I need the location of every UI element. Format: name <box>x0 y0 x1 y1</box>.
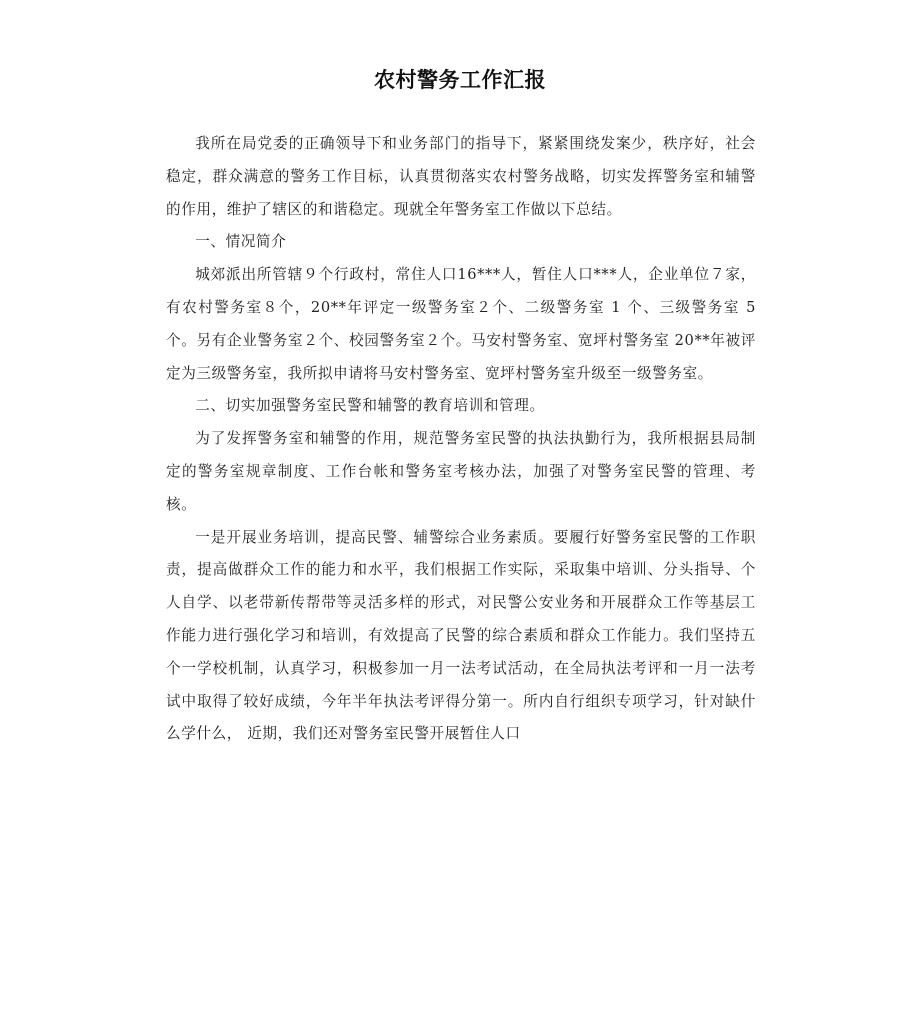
paragraph-overview: 城郊派出所管辖９个行政村，常住人口16***人，暂住人口***人，企业单位７家，有农村警务室８个，20**年评定一级警务室２个、二级警务室 1 个、三级警务室 5 个。另有企业警务室２个、校园警务室２个。马安村警务室、宽坪村警务室 20**年被评定为三级警务室，我所拟申请将马安村警务室、宽坪村警务室升级至一级警务室。 <box>166 266 756 382</box>
document-body <box>166 128 756 751</box>
section-heading-training: 二、切实加强警务室民警和辅警的教育培训和管理。 <box>195 397 545 415</box>
paragraph-training-intro: 为了发挥警务室和辅警的作用，规范警务室民警的执法执勤行为，我所根据县局制定的警务室规章制度、工作台帐和警务室考核办法，加强了对警务室民警的管理、考核。 <box>166 430 756 513</box>
section-heading-overview: 一、情况简介 <box>195 233 287 251</box>
paragraph-training-detail: 一是开展业务培训，提高民警、辅警综合业务素质。要履行好警务室民警的工作职责，提高做群众工作的能力和水平，我们根据工作实际，采取集中培训、分头指导、个人自学、以老带新传帮带等灵活多样的形式，对民警公安业务和开展群众工作等基层工作能力进行强化学习和培训，有效提高了民警的综合素质和群众工作能力。我们坚持五个一学校机制，认真学习，积极参加一月一法考试活动，在全局执法考评和一月一法考试中取得了较好成绩，今年半年执法考评得分第一。所内自行组织专项学习，针对缺什么学什么， 近期，我们还对警务室民警开展暂住人口 <box>166 528 756 743</box>
paragraph-intro: 我所在局党委的正确领导下和业务部门的指导下，紧紧围绕发案少，秩序好，社会稳定，群众满意的警务工作目标，认真贯彻落实农村警务战略，切实发挥警务室和辅警的作用，维护了辖区的和谐稳定。现就全年警务室工作做以下总结。 <box>166 135 756 218</box>
document-title: 农村警务工作汇报 <box>374 68 546 92</box>
